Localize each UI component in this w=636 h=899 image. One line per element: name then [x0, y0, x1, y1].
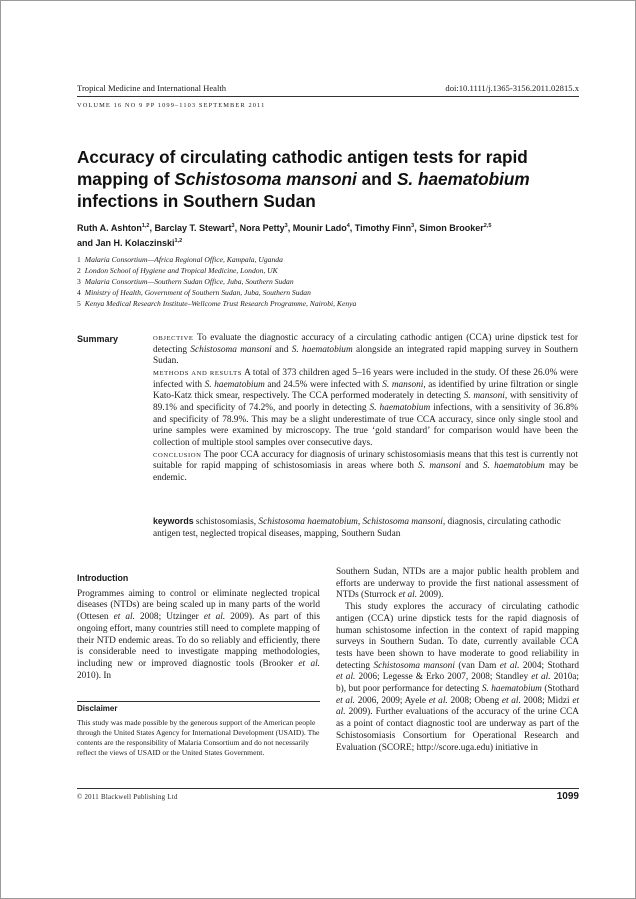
left-column — [77, 573, 320, 682]
right-column — [336, 567, 579, 754]
page-number: 1099 — [556, 791, 579, 802]
introduction-paragraph: Programmes aiming to control or eliminate neglected tropical diseases (NTDs) are being scaled up in many parts of the world (Ottesen et al. 2008; Utzinger et al. 2009). As part of this ongoing effort, many countries still need to complete mapping of their NTD endemic areas. To do so reliably and efficiently, there is considerable need to investigate mapping methodologies, including new or improved diagnostic tools (Brooker et al. 2010). In — [77, 588, 321, 681]
doi[interactable]: doi:10.1111/j.1365-3156.2011.02815.x — [445, 83, 579, 93]
abstract-conclusion: CONCLUSION The poor CCA accuracy for diagnosis of urinary schistosomiasis means that this test is currently not suitable for rapid mapping of schistosomiasis in areas where both S. mansoni and S. haematobium may be endemic. — [153, 449, 579, 483]
summary-heading: Summary — [77, 334, 119, 344]
author: Timothy Finn$^3$, — [354, 223, 420, 233]
affiliation: 1 Malaria Consortium—Africa Regional Office, Kampala, Uganda — [77, 255, 283, 264]
body-paragraph: This study explores the accuracy of circulating cathodic antigen (CCA) urine dipstick tests for the rapid diagnosis of human schistosome infection in the context of rapid mapping surveys in Southern Sudan. To date, currently available CCA tests have been shown to have moderate to good reliability in detecting Schistosoma mansoni (van Dam et al. 2004; Stothard et al. 2006; Legesse & Erko 2007, 2008; Standley et al. 2010a; b), but poor performance for detecting S. haematobium (Stothard et al. 2006, 2009; Ayele et al. 2008; Obeng et al. 2008; Midzi et al. 2009). Further evaluations of the accuracy of the urine CCA as a point of contact diagnostic tool are underway as part of the Schistosomiasis Consortium for Operational Research and Evaluation (SCORE; http://score.uga.edu) initiative in — [336, 602, 580, 753]
journal-name: Tropical Medicine and International Health — [77, 83, 227, 93]
disclaimer-box — [77, 704, 320, 758]
footer-rule — [77, 788, 579, 789]
affiliation-list — [77, 254, 577, 309]
author: Nora Petty$^3$, — [239, 223, 293, 233]
header-rule — [77, 96, 579, 97]
author: Simon Brooker$^{2,5}$ — [419, 223, 492, 233]
author: and Jan H. Kolaczinski$^{1,2}$ — [77, 238, 183, 248]
introduction-heading: Introduction — [77, 573, 129, 583]
abstract — [153, 333, 578, 485]
disclaimer-heading: Disclaimer — [77, 704, 118, 713]
affiliation: 2 London School of Hygiene and Tropical Medicine, London, UK — [77, 266, 278, 275]
copyright: © 2011 Blackwell Publishing Ltd — [77, 794, 178, 801]
affiliation: 3 Malaria Consortium—Southern Sudan Office, Juba, Southern Sudan — [77, 277, 294, 286]
abstract-objective: OBJECTIVE To evaluate the diagnostic accuracy of a circulating cathodic antigen (CCA) urine dipstick test for detecting Schistosoma mansoni and S. haematobium alongside an integrated rapid mapping survey in Southern Sudan. — [153, 333, 578, 367]
body-paragraph: Southern Sudan, NTDs are a major public health problem and efforts are underway to provide the first national assessment of NTDs (Sturrock et al. 2009). — [336, 567, 579, 601]
affiliation: 4 Ministry of Health, Government of Southern Sudan, Juba, Southern Sudan — [77, 288, 311, 297]
author: Ruth A. Ashton$^{1,2}$, — [77, 223, 155, 233]
author: Barclay T. Stewart$^3$, — [154, 223, 240, 233]
abstract-methods: METHODS AND RESULTS A total of 373 children aged 5–16 years were included in the study. Of these 26.0% were infected with S. haematobium and 24.5% were infected with S. mansoni, as identified by urine filtration or single Kato-Katz thick smear, respectively. The CCA performed moderately in detecting S. mansoni, with sensitivity of 89.1% and specificity of 74.2%, and poorly in detecting S. haematobium infections, with a sensitivity of 36.8% and specificity of 78.9%. This may be a slight underestimate of true CCA accuracy, since only single stool and urine samples were examined by microscopy. The true ‘gold standard’ for comparison would have been the collection of multiple stool samples over consecutive days. — [153, 367, 579, 448]
article-title: Accuracy of circulating cathodic antigen tests for rapid mapping of Schistosoma mansoni and S. haematobium infections in Southern Sudan — [77, 147, 530, 211]
keywords: keywords schistosomiasis, Schistosoma haematobium, Schistosoma mansoni, diagnosis, circulating cathodic antigen test, neglected tropical diseases, mapping, Southern Sudan — [153, 516, 561, 539]
volume-line: VOLUME 16 NO 9 PP 1099–1103 SEPTEMBER 2011 — [77, 102, 266, 109]
author: Mounir Lado$^4$, — [292, 223, 355, 233]
author-list — [77, 220, 577, 250]
disclaimer-text: This study was made possible by the generous support of the American people through the United States Agency for International Development (USAID). The contents are the responsibility of Malaria Consortium and do not necessarily reflect the views of USAID or the United States Government. — [77, 717, 320, 757]
affiliation: 5 Kenya Medical Research Institute–Wellcome Trust Research Programme, Nairobi, Kenya — [77, 299, 357, 308]
disclaimer-rule — [77, 701, 320, 702]
running-head — [77, 83, 579, 93]
